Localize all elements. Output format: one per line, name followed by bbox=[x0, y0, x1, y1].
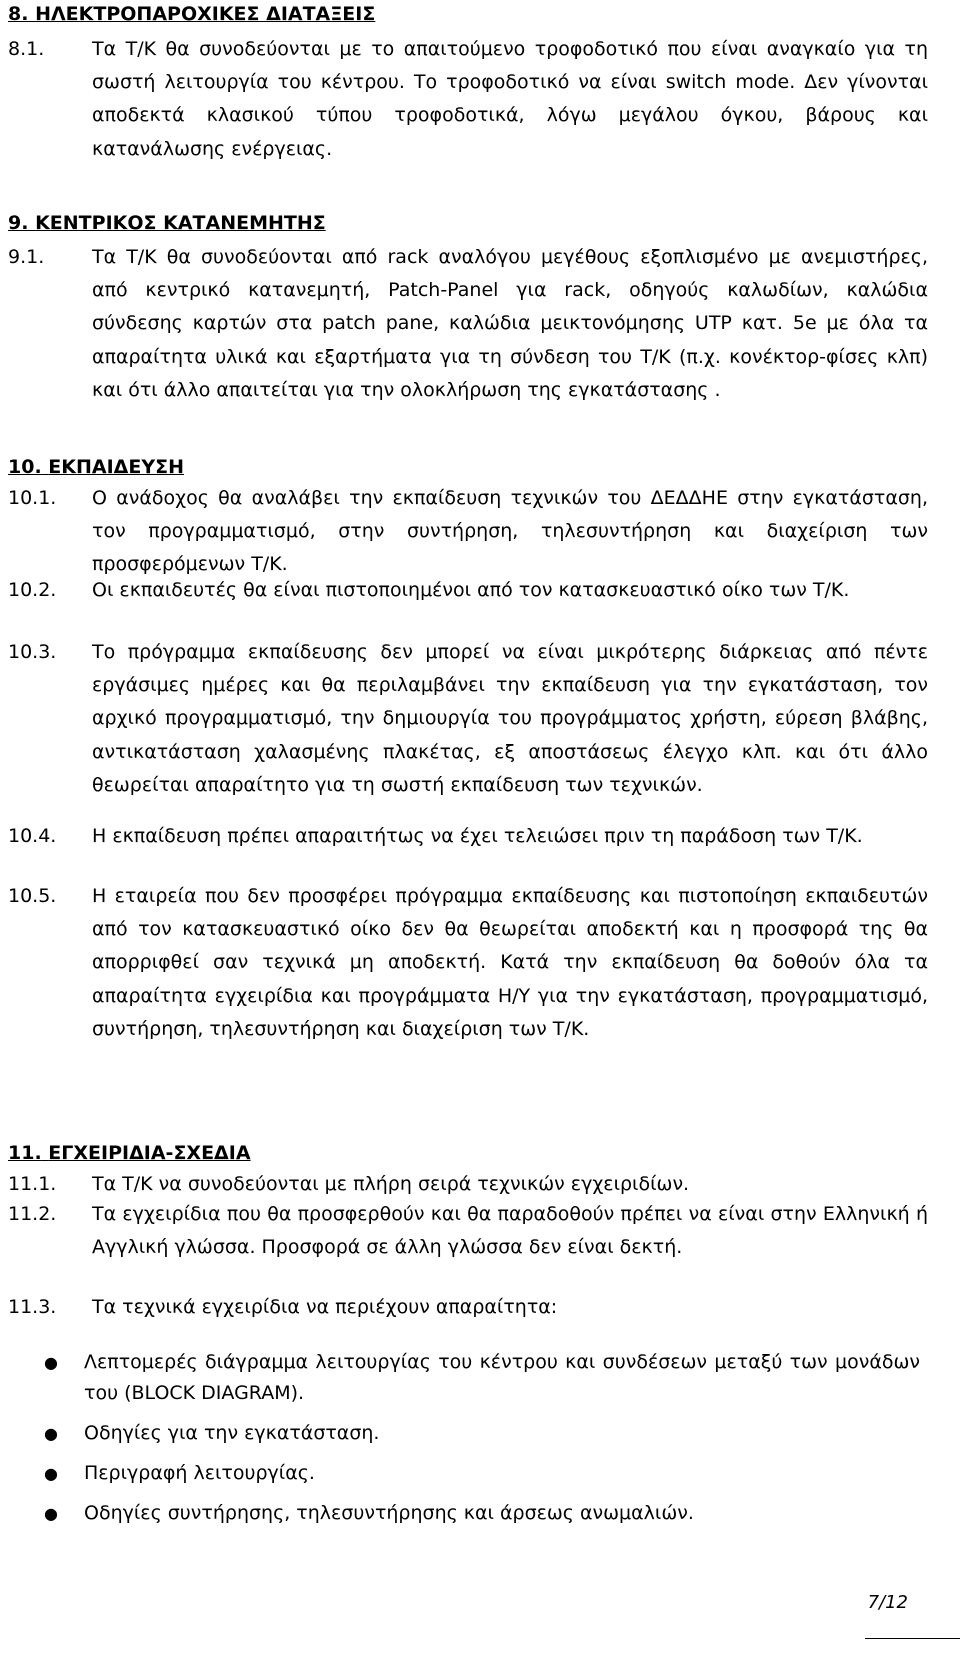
section-9-number: 9. bbox=[8, 212, 29, 234]
paragraph-10-5 bbox=[8, 880, 960, 1046]
paragraph-number: 11.3. bbox=[8, 1296, 57, 1318]
paragraph-text: Τα Τ/Κ θα συνοδεύονται από rack αναλόγου μεγέθους εξοπλισμένο με ανεμιστήρες, από κεντρικό κατανεμητή, Patch-Panel για rack, οδηγούς καλωδίων, καλώδια σύνδεσης καρτών στα patch pane, καλώδια μεικτονόμησης UTP κατ. 5e με όλα τα απαραίτητα υλικά και εξαρτήματα για τη σύνδεση του Τ/Κ (π.χ. κονέκτορ-φίσες κλπ) και ότι άλλο απαιτείται για την ολοκλήρωση της εγκατάστασης . bbox=[92, 246, 928, 401]
section-11-heading bbox=[8, 1141, 251, 1165]
paragraph-number: 10.1. bbox=[8, 487, 57, 509]
section-11-title: ΕΓΧΕΙΡΙΔΙΑ-ΣΧΕΔΙΑ bbox=[48, 1142, 251, 1164]
paragraph-number: 8.1. bbox=[8, 38, 45, 60]
paragraph-11-1 bbox=[8, 1168, 960, 1201]
list-item bbox=[44, 1458, 920, 1489]
footer-rule bbox=[865, 1638, 960, 1639]
list-item-text: Οδηγίες για την εγκατάσταση. bbox=[84, 1422, 380, 1444]
section-10-title: ΕΚΠΑΙΔΕΥΣΗ bbox=[48, 456, 184, 478]
paragraph-text: Η εκπαίδευση πρέπει απαραιτήτως να έχει τελειώσει πριν τη παράδοση των Τ/Κ. bbox=[92, 825, 863, 847]
section-9-heading bbox=[8, 211, 326, 235]
list-item-text: Περιγραφή λειτουργίας. bbox=[84, 1462, 315, 1484]
paragraph-text: Τα Τ/Κ να συνοδεύονται με πλήρη σειρά τεχνικών εγχειριδίων. bbox=[92, 1173, 690, 1195]
paragraph-8-1 bbox=[8, 33, 960, 166]
paragraph-10-2 bbox=[8, 574, 960, 607]
bullet-icon: ● bbox=[44, 1353, 58, 1372]
list-item-text: Λεπτομερές διάγραμμα λειτουργίας του κέντρου και συνδέσεων μεταξύ των μονάδων του (BLOCK DIAGRAM). bbox=[84, 1351, 920, 1404]
list-item bbox=[44, 1498, 920, 1529]
paragraph-11-3 bbox=[8, 1291, 960, 1324]
paragraph-10-4 bbox=[8, 820, 960, 853]
paragraph-11-2 bbox=[8, 1198, 960, 1264]
manual-contents-list bbox=[0, 1347, 960, 1538]
paragraph-number: 10.2. bbox=[8, 579, 57, 601]
paragraph-number: 11.1. bbox=[8, 1173, 57, 1195]
bullet-icon: ● bbox=[44, 1464, 58, 1483]
paragraph-number: 11.2. bbox=[8, 1203, 57, 1225]
paragraph-text: Ο ανάδοχος θα αναλάβει την εκπαίδευση τεχνικών του ΔΕΔΔΗΕ στην εγκατάσταση, τον προγραμματισμό, στην συντήρηση, τηλεσυντήρηση και διαχείριση των προσφερόμενων Τ/Κ. bbox=[92, 487, 928, 576]
paragraph-text: Η εταιρεία που δεν προσφέρει πρόγραμμα εκπαίδευσης και πιστοποίηση εκπαιδευτών από τον κατασκευαστικό οίκο δεν θα θεωρείται αποδεκτή και η προσφορά της θα απορριφθεί σαν τεχνικά μη αποδεκτή. Κατά την εκπαίδευση θα δοθούν όλα τα απαραίτητα εγχειρίδια και προγράμματα Η/Υ για την εγκατάσταση, προγραμματισμό, συντήρηση, τηλεσυντήρηση και διαχείριση των Τ/Κ. bbox=[92, 885, 928, 1040]
paragraph-9-1 bbox=[8, 241, 960, 407]
list-item bbox=[44, 1418, 920, 1449]
section-8-number: 8. bbox=[8, 3, 29, 25]
paragraph-number: 10.3. bbox=[8, 641, 57, 663]
page-number: 7/12 bbox=[867, 1592, 908, 1613]
section-8-heading bbox=[8, 2, 375, 26]
list-item bbox=[44, 1347, 920, 1409]
list-item-text: Οδηγίες συντήρησης, τηλεσυντήρησης και άρσεως ανωμαλιών. bbox=[84, 1502, 694, 1524]
section-9-title: ΚΕΝΤΡΙΚΟΣ ΚΑΤΑΝΕΜΗΤΗΣ bbox=[35, 212, 326, 234]
section-10-heading bbox=[8, 455, 184, 479]
paragraph-number: 10.4. bbox=[8, 825, 57, 847]
bullet-icon: ● bbox=[44, 1504, 58, 1523]
paragraph-10-1 bbox=[8, 482, 960, 582]
section-11-number: 11. bbox=[8, 1142, 42, 1164]
bullet-icon: ● bbox=[44, 1424, 58, 1443]
paragraph-text: Οι εκπαιδευτές θα είναι πιστοποιημένοι από τον κατασκευαστικό οίκο των Τ/Κ. bbox=[92, 579, 850, 601]
section-8-title: ΗΛΕΚΤΡΟΠΑΡΟΧΙΚΕΣ ΔΙΑΤΑΞΕΙΣ bbox=[35, 3, 376, 25]
section-10-number: 10. bbox=[8, 456, 42, 478]
paragraph-10-3 bbox=[8, 636, 960, 802]
paragraph-text: Το πρόγραμμα εκπαίδευσης δεν μπορεί να είναι μικρότερης διάρκειας από πέντε εργάσιμες ημέρες και θα περιλαμβάνει την εκπαίδευση για την εγκατάσταση, τον αρχικό προγραμματισμό, την δημιουργία του προγράμματος χρήστη, εύρεση βλάβης, αντικατάσταση χαλασμένης πλακέτας, εξ αποστάσεως έλεγχο κλπ. και ότι άλλο θεωρείται απαραίτητο για τη σωστή εκπαίδευση των τεχνικών. bbox=[92, 641, 928, 796]
paragraph-number: 10.5. bbox=[8, 885, 57, 907]
paragraph-text: Τα Τ/Κ θα συνοδεύονται με το απαιτούμενο τροφοδοτικό που είναι αναγκαίο για τη σωστή λειτουργία του κέντρου. Το τροφοδοτικό να είναι switch mode. Δεν γίνονται αποδεκτά κλασικού τύπου τροφοδοτικά, λόγω μεγάλου όγκου, βάρους και κατανάλωσης ενέργειας. bbox=[92, 38, 928, 160]
paragraph-text: Τα τεχνικά εγχειρίδια να περιέχουν απαραίτητα: bbox=[92, 1296, 558, 1318]
paragraph-number: 9.1. bbox=[8, 246, 45, 268]
paragraph-text: Τα εγχειρίδια που θα προσφερθούν και θα παραδοθούν πρέπει να είναι στην Ελληνική ή Αγγλική γλώσσα. Προσφορά σε άλλη γλώσσα δεν είναι δεκτή. bbox=[92, 1203, 928, 1259]
